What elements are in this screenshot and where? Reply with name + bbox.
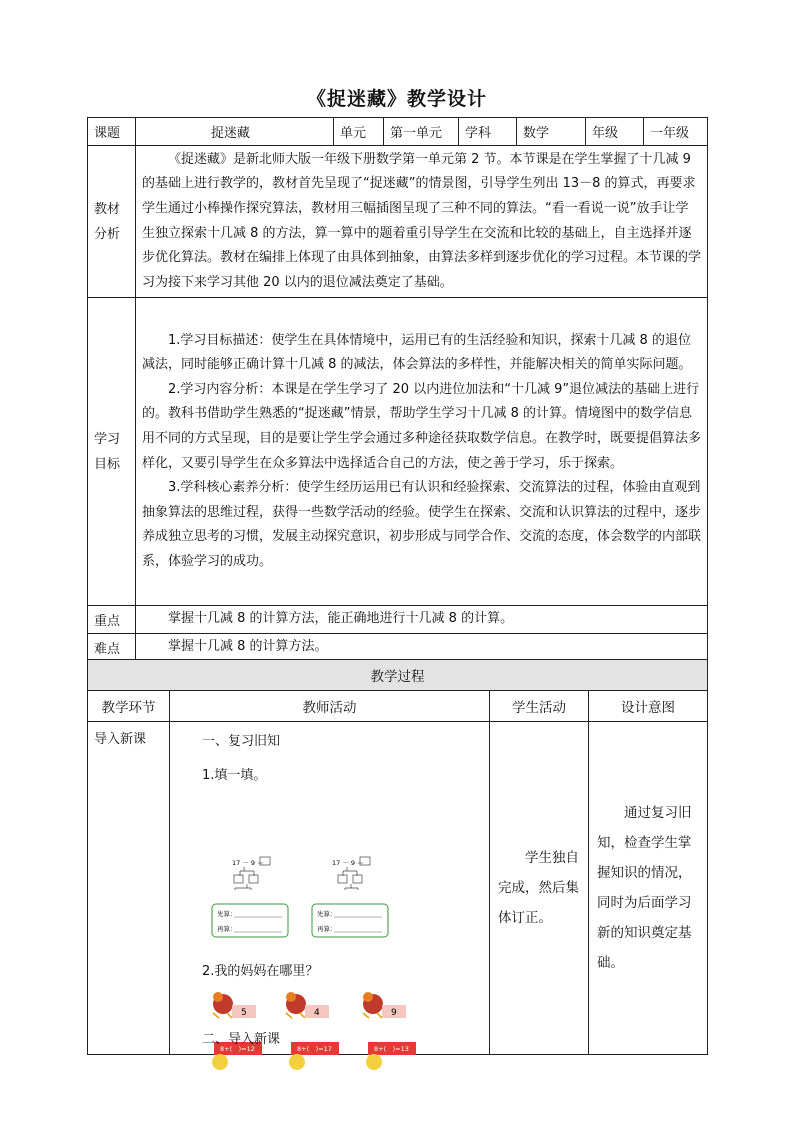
- goal-paragraph-3: 3.学科核心素养分析：使学生经历运用已有认识和经验探索、交流算法的过程，体验由直观到抽象算法的思维过程，获得一些数学活动的经验。使学生在探索、交流和认识算法的过程中，逐步养成独立思考的习惯，发展主动探究意识，初步形成与同学合作、交流的态度，体会数学的内部联系，体验学习的成功。: [142, 480, 702, 569]
- process-column-row: [88, 691, 708, 722]
- analysis-text: 《捉迷藏》是新北师大版一年级下册数学第一单元第 2 节。本节课是在学生掌握了十几减 9 的基础上进行教学的，教材首先呈现了“捉迷藏”的情景图，引导学生列出 13－8 的算式，再要求学生通过小棒操作探究算法，教材用三幅插图呈现了三种不同的算法。“看一看说一说”放手让学生独立探索十几减 8 的方法，算一算中的题着重引导学生在交流和比较的基础上，自主选择并逐步优化算法。教材在编排上体现了由具体到抽象，由算法多样到逐步优化的学习过程。本节课的学习为接下来学习其他 20 以内的退位减法奠定了基础。: [142, 151, 702, 290]
- col-teacher: 教师活动: [170, 691, 490, 722]
- difficulty-label: 难点: [88, 634, 136, 662]
- difficulty-text: 掌握十几减 8 的计算方法。: [168, 639, 328, 655]
- hen-head-icon: [363, 992, 373, 1002]
- split-box-left: [234, 875, 243, 883]
- course-value: 捉迷藏: [136, 118, 334, 146]
- first-calc-label: 先算：: [317, 910, 337, 918]
- document-title: 《捉迷藏》教学设计: [306, 88, 487, 110]
- chick-group-3: [366, 1042, 416, 1070]
- section-1: 一、复习旧知: [202, 734, 281, 749]
- key-point-label: 重点: [88, 606, 136, 634]
- course-label: 课题: [88, 118, 136, 146]
- col-student: 学生活动: [490, 691, 589, 722]
- unit-value: 第一单元: [384, 118, 459, 146]
- chick-equation: 8+( )=12: [220, 1045, 255, 1053]
- hen-number: 5: [241, 1008, 247, 1018]
- hen-group-2: [286, 992, 329, 1018]
- process-header-row: [88, 660, 708, 691]
- first-calc-label: 先算：: [217, 910, 237, 918]
- goals-row: [88, 298, 708, 606]
- hen-number: 4: [314, 1008, 320, 1018]
- subject-label: 学科: [459, 118, 517, 146]
- subject-value: 数学: [517, 118, 586, 146]
- key-point-text: 掌握十几减 8 的计算方法，能正确地进行十几减 8 的计算。: [168, 611, 514, 627]
- process-header: 教学过程: [88, 660, 708, 691]
- difficulty-row: [88, 634, 708, 662]
- grade-value: 一年级: [644, 118, 708, 146]
- tree-lines: [235, 867, 254, 890]
- tree-equation-1: 17 － 9 ＝: [232, 859, 264, 867]
- task-2: 2.我的妈妈在哪里？: [202, 964, 319, 979]
- stage-cell: [88, 722, 170, 1055]
- analysis-row: [88, 146, 708, 298]
- lesson-info-table: [87, 117, 708, 662]
- chick-equation: 8+( )=13: [374, 1045, 409, 1053]
- design-intent: 通过复习旧知，检查学生掌握知识的情况，同时为后面学习新的知识奠定基础。: [597, 805, 692, 971]
- then-calc-label: 再算：: [317, 925, 337, 933]
- goal-paragraph-1: 1.学习目标描述：使学生在具体情境中，运用已有的生活经验和知识，探索十几减 8 的退位减法，同时能够正确计算十几减 8 的减法，体会算法的多样性，并能解决相关的简单实际问题。: [142, 332, 692, 373]
- process-body-row: [88, 722, 708, 1055]
- hen-group-3: [363, 992, 406, 1018]
- teaching-process-table: [87, 659, 708, 1055]
- hen-head-icon: [213, 992, 223, 1002]
- col-intent: 设计意图: [589, 691, 708, 722]
- tree-diagram-2: [312, 857, 388, 937]
- stage-name: 导入新课: [94, 732, 147, 747]
- hen-group-1: [213, 992, 256, 1018]
- chick-group-2: [289, 1042, 339, 1070]
- then-calc-label: 再算：: [217, 925, 237, 933]
- goals-label: 学习目标: [88, 298, 136, 606]
- teacher-activity: [170, 722, 489, 1054]
- key-point-row: [88, 606, 708, 634]
- tree-equation-2: 17 － 9 ＝: [332, 859, 364, 867]
- split-box-right: [353, 875, 362, 883]
- col-stage: 教学环节: [88, 691, 170, 722]
- grade-label: 年级: [586, 118, 644, 146]
- chick-icon: [212, 1054, 228, 1070]
- task-1: 1.填一填。: [202, 768, 267, 783]
- number-tree-figure: [210, 854, 430, 946]
- chick-icon: [366, 1054, 382, 1070]
- split-box-left: [338, 875, 347, 883]
- unit-label: 单元: [334, 118, 384, 146]
- goal-paragraph-2: 2.学习内容分析：本课是在学生学习了 20 以内进位加法和“十几减 9”退位减法的基础上进行的。教科书借助学生熟悉的“捉迷藏”情景，帮助学生学习十几减 8 的计算。情境图中的数学信息用不同的方式呈现，目的是要让学生学会通过多种途径获取数学信息。在教学时，既要提倡算法多样化，又要引导学生在众多算法中选择适合自己的方法，使之善于学习，乐于探索。: [142, 381, 702, 471]
- hen-number: 9: [391, 1008, 397, 1018]
- tree-diagram-1: [212, 857, 288, 937]
- info-row: [88, 118, 708, 146]
- student-activity: 学生独自完成，然后集体订正。: [498, 850, 579, 926]
- hen-head-icon: [286, 992, 296, 1002]
- section-2: 二、导入新课: [202, 1032, 281, 1047]
- tree-lines: [343, 867, 358, 890]
- split-box-right: [249, 875, 258, 883]
- analysis-label: 教材分析: [88, 146, 136, 298]
- chick-equation: 8+( )=17: [297, 1045, 332, 1053]
- chick-icon: [289, 1054, 305, 1070]
